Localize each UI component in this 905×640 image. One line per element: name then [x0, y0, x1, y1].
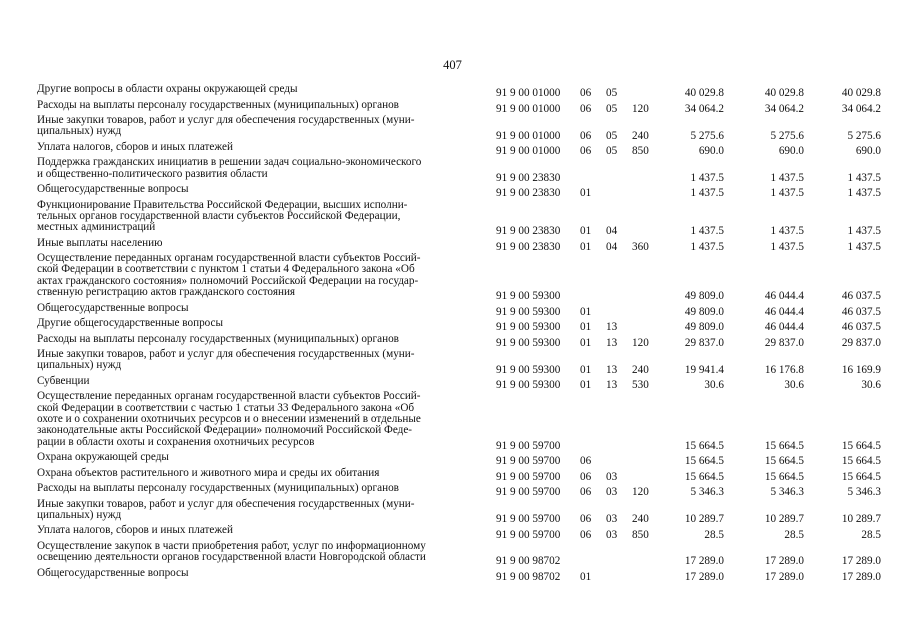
row-name: Поддержка гражданских инициатив в решении задач социально-экономического и общественно-политического развития области [37, 156, 422, 180]
table-row [0, 334, 905, 350]
row-amount-year-2: 15 664.5 [764, 455, 804, 468]
row-code: 91 9 00 59700 [496, 513, 561, 526]
row-subsection: 05 [606, 145, 618, 157]
row-amount-year-1: 1 437.5 [690, 225, 724, 238]
row-amount-year-3: 29 837.0 [841, 336, 881, 349]
row-expense-type: 240 [632, 513, 649, 526]
row-amount-year-2: 34 064.2 [764, 102, 804, 115]
row-amount-year-3: 40 029.8 [841, 87, 881, 100]
row-name: Осуществление переданных органам государственной власти субъектов Россий- ской Федерации в соответствии с пунктом 1 статьи 4 Федерального закона «Об актах гражданского состояния» полномочий Российской Федерации на государ- ственную регистрацию актов гражданского состояния [37, 252, 421, 299]
row-subsection: 03 [606, 486, 618, 499]
row-amount-year-3: 46 037.5 [841, 290, 881, 303]
row-amount-year-1: 690.0 [698, 145, 724, 157]
row-code: 91 9 00 59300 [496, 321, 561, 334]
row-code: 91 9 00 23830 [496, 187, 561, 200]
table-row [0, 391, 905, 452]
row-amount-year-3: 34 064.2 [841, 102, 881, 115]
row-name: Расходы на выплаты персоналу государственных (муниципальных) органов [37, 98, 399, 111]
row-subsection: 04 [606, 225, 618, 238]
row-amount-year-1: 17 289.0 [684, 555, 724, 568]
row-amount-year-1: 49 809.0 [684, 290, 724, 303]
row-name: Общегосударственные вопросы [37, 566, 189, 579]
row-code: 91 9 00 59300 [496, 290, 561, 303]
row-section: 06 [580, 528, 592, 541]
row-subsection: 03 [606, 470, 618, 483]
row-name: Другие вопросы в области охраны окружающей среды [37, 83, 298, 95]
row-amount-year-3: 16 169.9 [841, 363, 881, 376]
row-name: Иные закупки товаров, работ и услуг для обеспечения государственных (муни- ципальных) нужд [37, 348, 415, 372]
row-expense-type: 120 [632, 102, 649, 115]
row-name: Уплата налогов, сборов и иных платежей [37, 524, 233, 537]
row-amount-year-3: 690.0 [855, 145, 881, 157]
row-amount-year-2: 46 044.4 [764, 290, 804, 303]
row-amount-year-2: 1 437.5 [770, 225, 804, 238]
row-section: 01 [580, 321, 592, 334]
table-row [0, 468, 905, 484]
row-amount-year-1: 19 941.4 [684, 363, 724, 376]
row-section: 01 [580, 187, 592, 200]
table-row [0, 184, 905, 200]
row-subsection: 05 [606, 102, 618, 115]
row-amount-year-1: 15 664.5 [684, 470, 724, 483]
row-amount-year-2: 30.6 [784, 379, 804, 392]
table-row [0, 115, 905, 142]
row-code: 91 9 00 59300 [496, 336, 561, 349]
row-code: 91 9 00 98702 [496, 570, 561, 583]
row-amount-year-3: 17 289.0 [841, 570, 881, 583]
row-code: 91 9 00 59700 [496, 439, 561, 452]
row-code: 91 9 00 23830 [496, 240, 561, 253]
row-code: 91 9 00 23830 [496, 171, 561, 184]
row-code: 91 9 00 01000 [496, 102, 561, 115]
table-row [0, 100, 905, 116]
row-amount-year-1: 29 837.0 [684, 336, 724, 349]
row-amount-year-3: 5 275.6 [847, 129, 881, 142]
row-amount-year-2: 17 289.0 [764, 555, 804, 568]
row-amount-year-2: 690.0 [778, 145, 804, 157]
row-amount-year-2: 46 044.4 [764, 321, 804, 334]
row-amount-year-2: 40 029.8 [764, 87, 804, 100]
row-amount-year-3: 15 664.5 [841, 439, 881, 452]
row-amount-year-2: 5 346.3 [770, 486, 804, 499]
row-code: 91 9 00 59300 [496, 305, 561, 318]
row-name: Субвенции [37, 374, 90, 387]
row-amount-year-2: 17 289.0 [764, 570, 804, 583]
table-row [0, 349, 905, 376]
row-amount-year-1: 1 437.5 [690, 171, 724, 184]
row-expense-type: 530 [632, 379, 649, 392]
row-code: 91 9 00 59700 [496, 486, 561, 499]
row-amount-year-2: 46 044.4 [764, 305, 804, 318]
row-name: Расходы на выплаты персоналу государственных (муниципальных) органов [37, 482, 399, 495]
row-amount-year-1: 40 029.8 [684, 87, 724, 100]
table-row [0, 303, 905, 319]
row-amount-year-3: 1 437.5 [847, 225, 881, 238]
row-name: Иные закупки товаров, работ и услуг для обеспечения государственных (муни- ципальных) нужд [37, 114, 415, 138]
row-section: 01 [580, 305, 592, 318]
row-amount-year-2: 5 275.6 [770, 129, 804, 142]
table-row [0, 318, 905, 334]
row-amount-year-1: 10 289.7 [684, 513, 724, 526]
table-row [0, 238, 905, 254]
row-amount-year-3: 10 289.7 [841, 513, 881, 526]
row-subsection: 05 [606, 87, 618, 100]
row-section: 06 [580, 513, 592, 526]
table-row [0, 200, 905, 238]
row-expense-type: 120 [632, 336, 649, 349]
table-row [0, 499, 905, 526]
row-expense-type: 240 [632, 363, 649, 376]
row-amount-year-2: 15 664.5 [764, 439, 804, 452]
row-section: 06 [580, 129, 592, 142]
row-name: Осуществление закупок в части приобретения работ, услуг по информационному освещению деятельности органов государственной власти Новгородской области [37, 539, 426, 564]
row-subsection: 05 [606, 129, 618, 142]
row-section: 06 [580, 87, 592, 100]
row-section: 01 [580, 363, 592, 376]
row-section: 06 [580, 102, 592, 115]
row-name: Расходы на выплаты персоналу государственных (муниципальных) органов [37, 332, 399, 345]
row-amount-year-1: 28.5 [704, 528, 724, 541]
row-section: 01 [580, 225, 592, 238]
table-row [0, 568, 905, 584]
row-section: 06 [580, 486, 592, 499]
row-subsection: 03 [606, 528, 618, 541]
row-code: 91 9 00 23830 [496, 225, 561, 238]
row-section: 06 [580, 455, 592, 468]
row-amount-year-1: 1 437.5 [690, 187, 724, 200]
row-name: Иные закупки товаров, работ и услуг для обеспечения государственных (муни- ципальных) нужд [37, 497, 415, 521]
row-amount-year-3: 1 437.5 [847, 240, 881, 253]
row-name: Общегосударственные вопросы [37, 301, 189, 314]
row-amount-year-3: 30.6 [861, 379, 881, 392]
row-expense-type: 360 [632, 240, 649, 253]
row-amount-year-1: 1 437.5 [690, 240, 724, 253]
table-row [0, 525, 905, 541]
row-code: 91 9 00 59700 [496, 470, 561, 483]
row-name: Охрана окружающей среды [37, 451, 169, 464]
table-row [0, 452, 905, 468]
row-amount-year-3: 15 664.5 [841, 470, 881, 483]
row-amount-year-2: 29 837.0 [764, 336, 804, 349]
table-row [0, 376, 905, 392]
table-row [0, 142, 905, 158]
table-row [0, 84, 905, 100]
row-section: 01 [580, 336, 592, 349]
row-code: 91 9 00 01000 [496, 87, 561, 100]
row-code: 91 9 00 01000 [496, 129, 561, 142]
row-amount-year-1: 49 809.0 [684, 305, 724, 318]
row-amount-year-3: 28.5 [861, 528, 881, 541]
page-number: 407 [443, 58, 462, 72]
row-amount-year-3: 1 437.5 [847, 187, 881, 200]
row-name: Функционирование Правительства Российской Федерации, высших исполни- тельных органов государственной власти субъектов Российской Федерации, местных администраций [37, 198, 408, 234]
row-name: Другие общегосударственные вопросы [37, 317, 224, 330]
row-section: 06 [580, 145, 592, 157]
row-code: 91 9 00 59300 [496, 379, 561, 392]
row-name: Общегосударственные вопросы [37, 183, 189, 196]
table-row [0, 541, 905, 568]
row-amount-year-3: 5 346.3 [847, 486, 881, 499]
row-expense-type: 850 [632, 528, 649, 541]
row-amount-year-1: 49 809.0 [684, 321, 724, 334]
row-amount-year-3: 46 037.5 [841, 305, 881, 318]
row-subsection: 13 [606, 336, 618, 349]
row-amount-year-3: 17 289.0 [841, 555, 881, 568]
row-amount-year-2: 1 437.5 [770, 240, 804, 253]
row-amount-year-1: 15 664.5 [684, 455, 724, 468]
row-amount-year-3: 1 437.5 [847, 171, 881, 184]
row-amount-year-1: 5 346.3 [690, 486, 724, 499]
table-row [0, 157, 905, 184]
row-subsection: 04 [606, 240, 618, 253]
row-section: 01 [580, 570, 592, 583]
row-subsection: 03 [606, 513, 618, 526]
row-subsection: 13 [606, 321, 618, 334]
row-subsection: 13 [606, 379, 618, 392]
row-section: 01 [580, 240, 592, 253]
table-row [0, 483, 905, 499]
row-code: 91 9 00 59700 [496, 528, 561, 541]
row-amount-year-2: 1 437.5 [770, 171, 804, 184]
row-subsection: 13 [606, 363, 618, 376]
row-amount-year-1: 5 275.6 [690, 129, 724, 142]
row-amount-year-1: 30.6 [704, 379, 724, 392]
row-amount-year-2: 1 437.5 [770, 187, 804, 200]
row-amount-year-2: 15 664.5 [764, 470, 804, 483]
row-name: Иные выплаты населению [37, 236, 163, 249]
row-amount-year-3: 15 664.5 [841, 455, 881, 468]
row-section: 01 [580, 379, 592, 392]
row-amount-year-1: 17 289.0 [684, 570, 724, 583]
row-name: Осуществление переданных органам государственной власти субъектов Россий- ской Федерации в соответствии с частью 1 статьи 33 Федерального закона «Об охоте и о сохранении охотничьих ресурсов и о внесении изменений в отдельные законодательные акты Российской Федерации» полномочий Российской Феде- рации в области охоты и сохранения охотничьих ресурсов [37, 390, 421, 448]
row-code: 91 9 00 98702 [496, 555, 561, 568]
row-code: 91 9 00 59700 [496, 455, 561, 468]
row-name: Охрана объектов растительного и животного мира и среды их обитания [37, 466, 380, 479]
budget-table [0, 84, 905, 583]
row-name: Уплата налогов, сборов и иных платежей [37, 140, 233, 153]
row-amount-year-1: 15 664.5 [684, 439, 724, 452]
row-expense-type: 850 [632, 145, 649, 157]
row-expense-type: 120 [632, 486, 649, 499]
table-row [0, 253, 905, 302]
row-section: 06 [580, 470, 592, 483]
row-code: 91 9 00 59300 [496, 363, 561, 376]
row-amount-year-2: 16 176.8 [764, 363, 804, 376]
row-expense-type: 240 [632, 129, 649, 142]
row-amount-year-2: 28.5 [784, 528, 804, 541]
row-code: 91 9 00 01000 [496, 145, 561, 157]
row-amount-year-1: 34 064.2 [684, 102, 724, 115]
row-amount-year-2: 10 289.7 [764, 513, 804, 526]
row-amount-year-3: 46 037.5 [841, 321, 881, 334]
